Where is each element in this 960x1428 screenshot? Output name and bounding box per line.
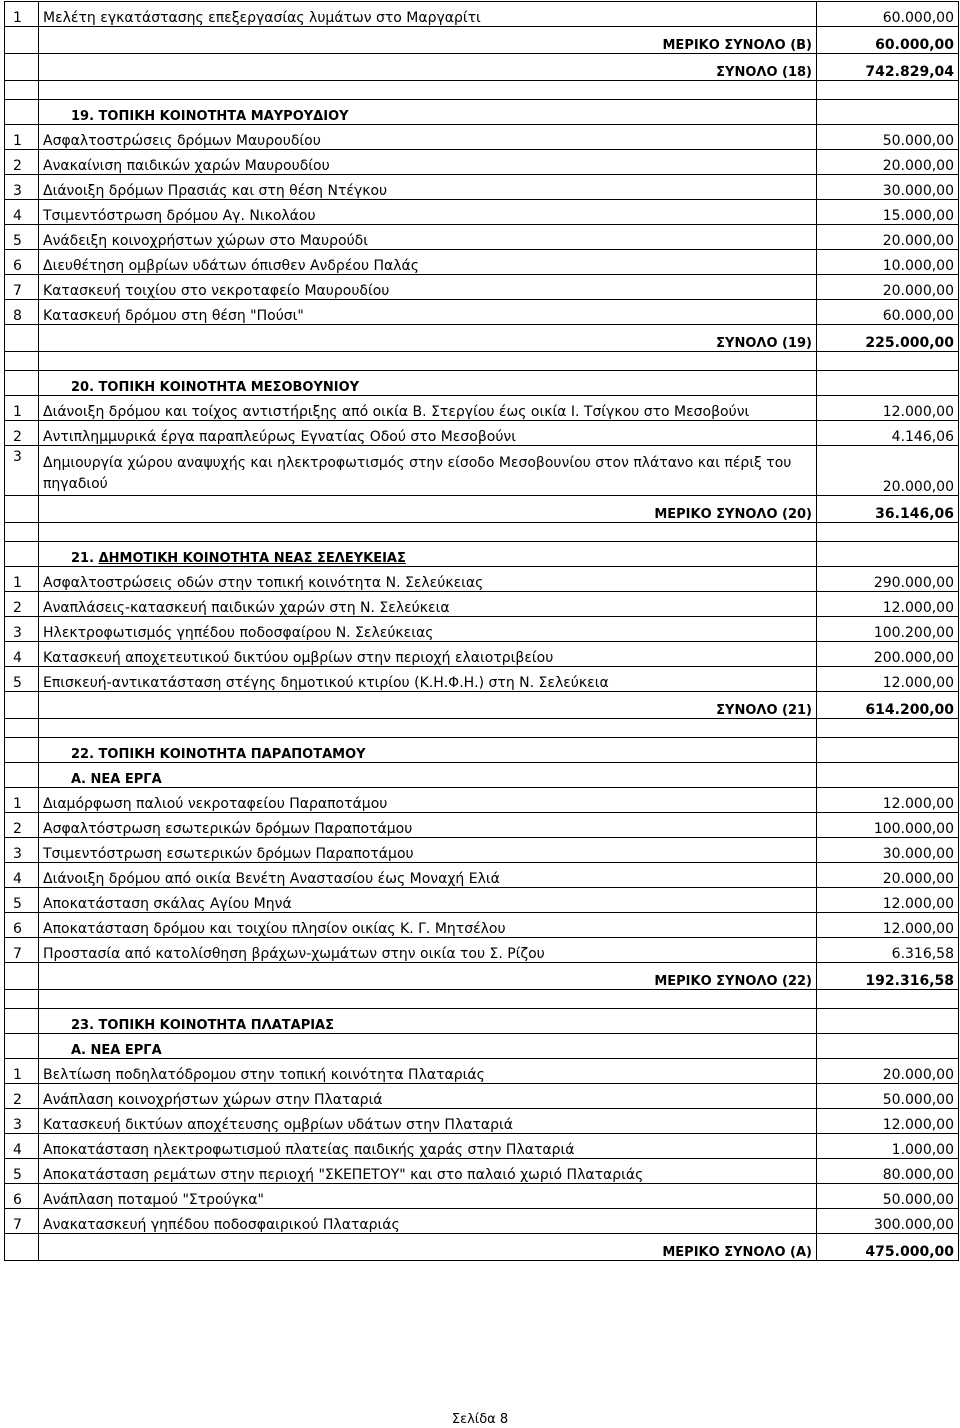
item-number: 3 xyxy=(5,838,39,863)
section-heading-text: 20. ΤΟΠΙΚΗ ΚΟΙΝΟΤΗΤΑ ΜΕΣΟΒΟΥΝΙΟΥ xyxy=(71,380,360,395)
empty-cell xyxy=(5,990,39,1009)
item-amount: 50.000,00 xyxy=(817,125,959,150)
table-row xyxy=(5,225,959,250)
item-amount: 12.000,00 xyxy=(817,396,959,421)
total-amount: 614.200,00 xyxy=(817,692,959,719)
item-amount: 10.000,00 xyxy=(817,250,959,275)
item-description: Διάνοιξη δρόμου από οικία Βενέτη Αναστασίου έως Μοναχή Ελιά xyxy=(39,863,817,888)
item-amount: 50.000,00 xyxy=(817,1084,959,1109)
table-row xyxy=(5,275,959,300)
item-number: 3 xyxy=(5,446,39,496)
item-amount: 50.000,00 xyxy=(817,1184,959,1209)
item-number: 1 xyxy=(5,396,39,421)
total-row xyxy=(5,496,959,523)
table-row xyxy=(5,617,959,642)
table-row xyxy=(5,592,959,617)
item-description: Επισκευή-αντικατάσταση στέγης δημοτικού κτιρίου (Κ.Η.Φ.Η.) στη Ν. Σελεύκεια xyxy=(39,667,817,692)
total-amount: 192.316,58 xyxy=(817,963,959,990)
section-heading-text: 22. ΤΟΠΙΚΗ ΚΟΙΝΟΤΗΤΑ ΠΑΡΑΠΟΤΑΜΟΥ xyxy=(71,747,366,762)
item-number: 6 xyxy=(5,250,39,275)
item-amount: 12.000,00 xyxy=(817,913,959,938)
section-heading-text: 19. ΤΟΠΙΚΗ ΚΟΙΝΟΤΗΤΑ ΜΑΥΡΟΥΔΙΟΥ xyxy=(71,109,349,124)
item-number: 3 xyxy=(5,175,39,200)
table-row xyxy=(5,2,959,27)
empty-cell xyxy=(817,763,959,788)
table-row xyxy=(5,175,959,200)
item-description: Αναπλάσεις-κατασκευή παιδικών χαρών στη Ν. Σελεύκεια xyxy=(39,592,817,617)
empty-cell xyxy=(39,81,817,100)
table-row xyxy=(5,1084,959,1109)
total-amount: 36.146,06 xyxy=(817,496,959,523)
item-description: Αποκατάσταση δρόμου και τοιχίου πλησίον οικίας Κ. Γ. Μητσέλου xyxy=(39,913,817,938)
item-number: 1 xyxy=(5,788,39,813)
table-row xyxy=(5,667,959,692)
item-number: 5 xyxy=(5,1159,39,1184)
item-description: Τσιμεντόστρωση δρόμου Αγ. Νικολάου xyxy=(39,200,817,225)
item-amount: 290.000,00 xyxy=(817,567,959,592)
total-row xyxy=(5,692,959,719)
item-amount: 200.000,00 xyxy=(817,642,959,667)
table-row xyxy=(5,396,959,421)
item-number: 1 xyxy=(5,125,39,150)
empty-cell xyxy=(5,27,39,54)
empty-cell xyxy=(5,81,39,100)
section-heading-row xyxy=(5,371,959,396)
item-description: Τσιμεντόστρωση εσωτερικών δρόμων Παραποτάμου xyxy=(39,838,817,863)
item-amount: 20.000,00 xyxy=(817,1059,959,1084)
item-number: 7 xyxy=(5,1209,39,1234)
spacer-row xyxy=(5,81,959,100)
item-description: Ανακατασκευή γηπέδου ποδοσφαιρικού Πλαταριάς xyxy=(39,1209,817,1234)
table-row xyxy=(5,642,959,667)
empty-cell xyxy=(5,1234,39,1261)
table-row xyxy=(5,838,959,863)
table-row xyxy=(5,567,959,592)
section-heading xyxy=(39,100,817,125)
item-description: Ανάπλαση ποταμού "Στρούγκα" xyxy=(39,1184,817,1209)
item-number: 5 xyxy=(5,888,39,913)
total-row xyxy=(5,54,959,81)
item-description: Αποκατάσταση ρεμάτων στην περιοχή "ΣΚΕΠΕΤΟΥ" και στο παλαιό χωριό Πλαταριάς xyxy=(39,1159,817,1184)
section-heading-row xyxy=(5,1009,959,1034)
item-description: Διαμόρφωση παλιού νεκροταφείου Παραποτάμου xyxy=(39,788,817,813)
item-number: 1 xyxy=(5,1059,39,1084)
empty-cell xyxy=(5,352,39,371)
budget-table xyxy=(4,1,959,1261)
item-amount: 60.000,00 xyxy=(817,2,959,27)
empty-cell xyxy=(39,523,817,542)
item-description: Δημιουργία χώρου αναψυχής και ηλεκτροφωτισμός στην είσοδο Μεσοβουνίου στον πλάτανο και πέριξ του πηγαδιού xyxy=(39,446,817,496)
empty-cell xyxy=(39,719,817,738)
item-number: 5 xyxy=(5,667,39,692)
item-description: Ασφαλτοστρώσεις οδών στην τοπική κοινότητα Ν. Σελεύκειας xyxy=(39,567,817,592)
section-heading-row xyxy=(5,763,959,788)
section-heading xyxy=(39,371,817,396)
total-row xyxy=(5,27,959,54)
item-amount: 12.000,00 xyxy=(817,788,959,813)
item-number: 3 xyxy=(5,1109,39,1134)
section-heading-row xyxy=(5,738,959,763)
section-heading-row xyxy=(5,1034,959,1059)
total-row xyxy=(5,325,959,352)
empty-cell xyxy=(5,54,39,81)
item-description: Προστασία από κατολίσθηση βράχων-χωμάτων στην οικία του Σ. Ρίζου xyxy=(39,938,817,963)
empty-cell xyxy=(5,496,39,523)
empty-cell xyxy=(5,100,39,125)
section-heading xyxy=(39,1009,817,1034)
empty-cell xyxy=(5,763,39,788)
total-row xyxy=(5,963,959,990)
table-row xyxy=(5,125,959,150)
item-description: Βελτίωση ποδηλατόδρομου στην τοπική κοινότητα Πλαταριάς xyxy=(39,1059,817,1084)
table-row xyxy=(5,1209,959,1234)
empty-cell xyxy=(817,990,959,1009)
total-label: ΣΥΝΟΛΟ (19) xyxy=(39,325,817,352)
total-label: ΜΕΡΙΚΟ ΣΥΝΟΛΟ (22) xyxy=(39,963,817,990)
total-amount: 60.000,00 xyxy=(817,27,959,54)
table-row xyxy=(5,446,959,496)
section-heading-text: 21. xyxy=(71,551,99,566)
item-number: 7 xyxy=(5,938,39,963)
empty-cell xyxy=(817,352,959,371)
item-number: 4 xyxy=(5,200,39,225)
item-description: Διευθέτηση ομβρίων υδάτων όπισθεν Ανδρέου Παλάς xyxy=(39,250,817,275)
spacer-row xyxy=(5,719,959,738)
empty-cell xyxy=(39,352,817,371)
empty-cell xyxy=(817,1034,959,1059)
section-heading-text: Α. ΝΕΑ ΕΡΓΑ xyxy=(71,1043,162,1058)
table-row xyxy=(5,200,959,225)
empty-cell xyxy=(5,963,39,990)
table-row xyxy=(5,421,959,446)
item-amount: 12.000,00 xyxy=(817,592,959,617)
empty-cell xyxy=(817,1009,959,1034)
table-row xyxy=(5,1184,959,1209)
item-amount: 20.000,00 xyxy=(817,275,959,300)
item-amount: 20.000,00 xyxy=(817,225,959,250)
item-description: Ανάπλαση κοινοχρήστων χώρων στην Πλαταριά xyxy=(39,1084,817,1109)
item-number: 6 xyxy=(5,913,39,938)
item-number: 5 xyxy=(5,225,39,250)
table-row xyxy=(5,300,959,325)
section-heading-underlined: ΔΗΜΟΤΙΚΗ ΚΟΙΝΟΤΗΤΑ ΝΕΑΣ ΣΕΛΕΥΚΕΙΑΣ xyxy=(98,551,406,566)
item-number: 2 xyxy=(5,592,39,617)
empty-cell xyxy=(5,371,39,396)
table-row xyxy=(5,1109,959,1134)
item-number: 2 xyxy=(5,1084,39,1109)
item-number: 1 xyxy=(5,567,39,592)
spacer-row xyxy=(5,352,959,371)
empty-cell xyxy=(817,738,959,763)
section-heading xyxy=(39,763,817,788)
item-number: 6 xyxy=(5,1184,39,1209)
item-description: Κατασκευή αποχετευτικού δικτύου ομβρίων στην περιοχή ελαιοτριβείου xyxy=(39,642,817,667)
total-amount: 475.000,00 xyxy=(817,1234,959,1261)
item-number: 4 xyxy=(5,863,39,888)
item-amount: 6.316,58 xyxy=(817,938,959,963)
item-amount: 20.000,00 xyxy=(817,863,959,888)
item-description: Αποκατάσταση ηλεκτροφωτισμού πλατείας παιδικής χαράς στην Πλαταριά xyxy=(39,1134,817,1159)
item-number: 2 xyxy=(5,813,39,838)
total-label: ΜΕΡΙΚΟ ΣΥΝΟΛΟ (Α) xyxy=(39,1234,817,1261)
empty-cell xyxy=(817,371,959,396)
item-description: Μελέτη εγκατάστασης επεξεργασίας λυμάτων στο Μαργαρίτι xyxy=(39,2,817,27)
item-amount: 80.000,00 xyxy=(817,1159,959,1184)
item-amount: 100.200,00 xyxy=(817,617,959,642)
item-description: Ασφαλτόστρωση εσωτερικών δρόμων Παραποτάμου xyxy=(39,813,817,838)
total-amount: 742.829,04 xyxy=(817,54,959,81)
item-amount: 4.146,06 xyxy=(817,421,959,446)
item-description: Αντιπλημμυρικά έργα παραπλεύρως Εγνατίας Οδού στο Μεσοβούνι xyxy=(39,421,817,446)
item-number: 1 xyxy=(5,2,39,27)
item-amount: 100.000,00 xyxy=(817,813,959,838)
item-description: Ανάδειξη κοινοχρήστων χώρων στο Μαυρούδι xyxy=(39,225,817,250)
item-amount: 60.000,00 xyxy=(817,300,959,325)
table-row xyxy=(5,788,959,813)
total-label: ΜΕΡΙΚΟ ΣΥΝΟΛΟ (20) xyxy=(39,496,817,523)
spacer-row xyxy=(5,523,959,542)
empty-cell xyxy=(817,523,959,542)
page-footer: Σελίδα 8 xyxy=(451,1412,509,1427)
table-row xyxy=(5,1159,959,1184)
section-heading-row xyxy=(5,542,959,567)
item-description: Κατασκευή δρόμου στη θέση "Πούσι" xyxy=(39,300,817,325)
item-amount: 12.000,00 xyxy=(817,888,959,913)
item-description: Ασφαλτοστρώσεις δρόμων Μαυρουδίου xyxy=(39,125,817,150)
section-heading-text: Α. ΝΕΑ ΕΡΓΑ xyxy=(71,772,162,787)
total-label: ΣΥΝΟΛΟ (18) xyxy=(39,54,817,81)
item-number: 3 xyxy=(5,617,39,642)
empty-cell xyxy=(5,542,39,567)
empty-cell xyxy=(5,325,39,352)
total-label: ΣΥΝΟΛΟ (21) xyxy=(39,692,817,719)
item-description: Κατασκευή δικτύων αποχέτευσης ομβρίων υδάτων στην Πλαταριά xyxy=(39,1109,817,1134)
table-row xyxy=(5,913,959,938)
empty-cell xyxy=(817,719,959,738)
item-number: 8 xyxy=(5,300,39,325)
item-description: Κατασκευή τοιχίου στο νεκροταφείο Μαυρουδίου xyxy=(39,275,817,300)
section-heading-row xyxy=(5,100,959,125)
table-row xyxy=(5,1059,959,1084)
item-amount: 20.000,00 xyxy=(817,446,959,496)
item-amount: 300.000,00 xyxy=(817,1209,959,1234)
empty-cell xyxy=(5,692,39,719)
budget-rows xyxy=(5,2,959,1261)
table-row xyxy=(5,813,959,838)
table-row xyxy=(5,1134,959,1159)
empty-cell xyxy=(5,1034,39,1059)
total-row xyxy=(5,1234,959,1261)
empty-cell xyxy=(817,81,959,100)
section-heading xyxy=(39,542,817,567)
item-number: 2 xyxy=(5,150,39,175)
empty-cell xyxy=(5,719,39,738)
item-description: Ανακαίνιση παιδικών χαρών Μαυρουδίου xyxy=(39,150,817,175)
item-amount: 12.000,00 xyxy=(817,667,959,692)
section-heading xyxy=(39,738,817,763)
item-number: 2 xyxy=(5,421,39,446)
item-number: 4 xyxy=(5,1134,39,1159)
total-label: ΜΕΡΙΚΟ ΣΥΝΟΛΟ (Β) xyxy=(39,27,817,54)
empty-cell xyxy=(5,738,39,763)
item-description: Αποκατάσταση σκάλας Αγίου Μηνά xyxy=(39,888,817,913)
empty-cell xyxy=(39,990,817,1009)
spacer-row xyxy=(5,990,959,1009)
item-amount: 30.000,00 xyxy=(817,838,959,863)
item-amount: 30.000,00 xyxy=(817,175,959,200)
table-row xyxy=(5,888,959,913)
item-description: Διάνοιξη δρόμων Πρασιάς και στη θέση Ντέγκου xyxy=(39,175,817,200)
item-number: 4 xyxy=(5,642,39,667)
empty-cell xyxy=(817,100,959,125)
table-row xyxy=(5,938,959,963)
total-amount: 225.000,00 xyxy=(817,325,959,352)
item-amount: 15.000,00 xyxy=(817,200,959,225)
item-amount: 1.000,00 xyxy=(817,1134,959,1159)
empty-cell xyxy=(5,523,39,542)
section-heading xyxy=(39,1034,817,1059)
table-row xyxy=(5,150,959,175)
item-amount: 20.000,00 xyxy=(817,150,959,175)
item-description: Ηλεκτροφωτισμός γηπέδου ποδοσφαίρου Ν. Σελεύκειας xyxy=(39,617,817,642)
item-number: 7 xyxy=(5,275,39,300)
table-row xyxy=(5,863,959,888)
section-heading-text: 23. ΤΟΠΙΚΗ ΚΟΙΝΟΤΗΤΑ ΠΛΑΤΑΡΙΑΣ xyxy=(71,1018,335,1033)
item-amount: 12.000,00 xyxy=(817,1109,959,1134)
empty-cell xyxy=(817,542,959,567)
table-row xyxy=(5,250,959,275)
item-description: Διάνοιξη δρόμου και τοίχος αντιστήριξης από οικία Β. Στεργίου έως οικία Ι. Τσίγκου στο Μεσοβούνι xyxy=(39,396,817,421)
empty-cell xyxy=(5,1009,39,1034)
